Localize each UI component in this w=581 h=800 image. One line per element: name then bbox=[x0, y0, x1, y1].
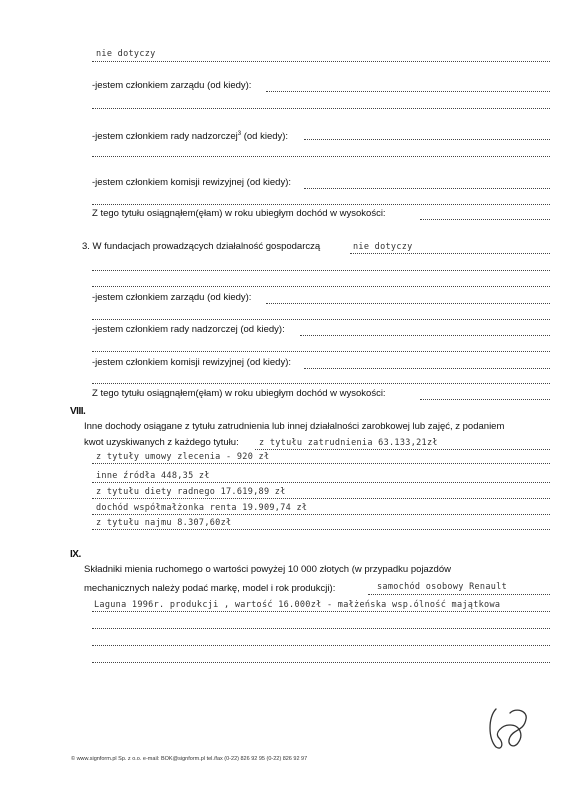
movable-property-line bbox=[368, 594, 550, 595]
item-3-label: 3. W fundacjach prowadzących działalność gospodarczą bbox=[82, 241, 321, 252]
signature-initials bbox=[484, 703, 534, 753]
item-3-audit-line bbox=[304, 368, 550, 369]
supervisory-board-text: -jestem członkiem rady nadzorczej bbox=[92, 131, 238, 143]
not-applicable-answer: nie dotyczy bbox=[96, 49, 156, 59]
answer-line bbox=[92, 383, 550, 384]
item-3-board-line bbox=[266, 303, 550, 304]
board-since-line bbox=[266, 91, 550, 92]
movable-property-answer: samochód osobowy Renault bbox=[377, 582, 508, 592]
income-entry: z tytułu zatrudnienia 63.133,21zł bbox=[259, 438, 438, 448]
income-entry: inne źródła 448,35 zł bbox=[96, 471, 210, 481]
section-ix-text-line1: Składniki mienia ruchomego o wartości powyżej 10 000 złotych (w przypadku pojazdów bbox=[84, 564, 451, 575]
income-entry: z tytułu diety radnego 17.619,89 zł bbox=[96, 487, 286, 497]
income-entry: z tytuły umowy zlecenia - 920 zł bbox=[96, 452, 270, 462]
income-line bbox=[420, 219, 550, 220]
board-member-label: -jestem członkiem zarządu (od kiedy): bbox=[92, 80, 252, 91]
item-3-supervisory-label: -jestem członkiem rady nadzorczej (od kiedy): bbox=[92, 324, 285, 335]
income-entry: z tytułu najmu 8.307,60zł bbox=[96, 518, 232, 528]
item-3-answer: nie dotyczy bbox=[353, 242, 413, 252]
audit-since-line bbox=[304, 188, 550, 189]
answer-line bbox=[92, 270, 550, 271]
income-entry-line bbox=[92, 514, 550, 515]
answer-line bbox=[92, 286, 550, 287]
supervisory-board-tail: (od kiedy): bbox=[241, 131, 289, 143]
supervisory-board-label bbox=[92, 128, 288, 143]
answer-line bbox=[92, 61, 550, 62]
footnote-marker: 3 bbox=[237, 131, 242, 137]
answer-line bbox=[92, 351, 550, 352]
footer-imprint: © www.signform.pl Sp. z o.o. e-mail: BOK@signform.pl tel./fax (0-22) 826 92 95 (0-22) 826 92 97 bbox=[71, 756, 308, 762]
item-3-board-label: -jestem członkiem zarządu (od kiedy): bbox=[92, 292, 252, 303]
income-label: Z tego tytułu osiągnąłem(ęłam) w roku ubiegłym dochód w wysokości: bbox=[92, 208, 386, 219]
income-entry-line bbox=[255, 449, 550, 450]
income-entry-line bbox=[92, 529, 550, 530]
section-ix-text-line2: mechanicznych należy podać markę, model i rok produkcji): bbox=[84, 583, 336, 594]
audit-committee-label: -jestem członkiem komisji rewizyjnej (od kiedy): bbox=[92, 177, 292, 188]
income-entry-line bbox=[92, 463, 550, 464]
income-entry-line bbox=[92, 498, 550, 499]
answer-line bbox=[92, 645, 550, 646]
income-entry-line bbox=[92, 482, 550, 483]
answer-line bbox=[92, 319, 550, 320]
item-3-answer-line bbox=[350, 253, 550, 254]
movable-property-line bbox=[92, 611, 550, 612]
section-viii-text-line1: Inne dochody osiągane z tytułu zatrudnienia lub innej działalności zarobkowej lub zajęć, z podaniem bbox=[84, 421, 505, 432]
answer-line bbox=[92, 156, 550, 157]
section-ix-number: IX. bbox=[70, 549, 81, 560]
movable-property-answer-continued: Laguna 1996r. produkcji , wartość 16.000zł - małżeńska wsp.ólność majątkowa bbox=[94, 600, 501, 610]
income-entry: dochód współmałżonka renta 19.909,74 zł bbox=[96, 503, 308, 513]
answer-line bbox=[92, 628, 550, 629]
section-viii-number: VIII. bbox=[70, 406, 86, 417]
answer-line bbox=[92, 204, 550, 205]
item-3-income-label: Z tego tytułu osiągnąłem(ęłam) w roku ubiegłym dochód w wysokości: bbox=[92, 388, 386, 399]
item-3-income-line bbox=[420, 399, 550, 400]
answer-line bbox=[92, 108, 550, 109]
answer-line bbox=[92, 662, 550, 663]
item-3-supervisory-line bbox=[300, 335, 550, 336]
supervisory-since-line bbox=[304, 139, 550, 140]
section-viii-text-line2: kwot uzyskiwanych z każdego tytułu: bbox=[84, 437, 239, 448]
item-3-audit-label: -jestem członkiem komisji rewizyjnej (od kiedy): bbox=[92, 357, 292, 368]
